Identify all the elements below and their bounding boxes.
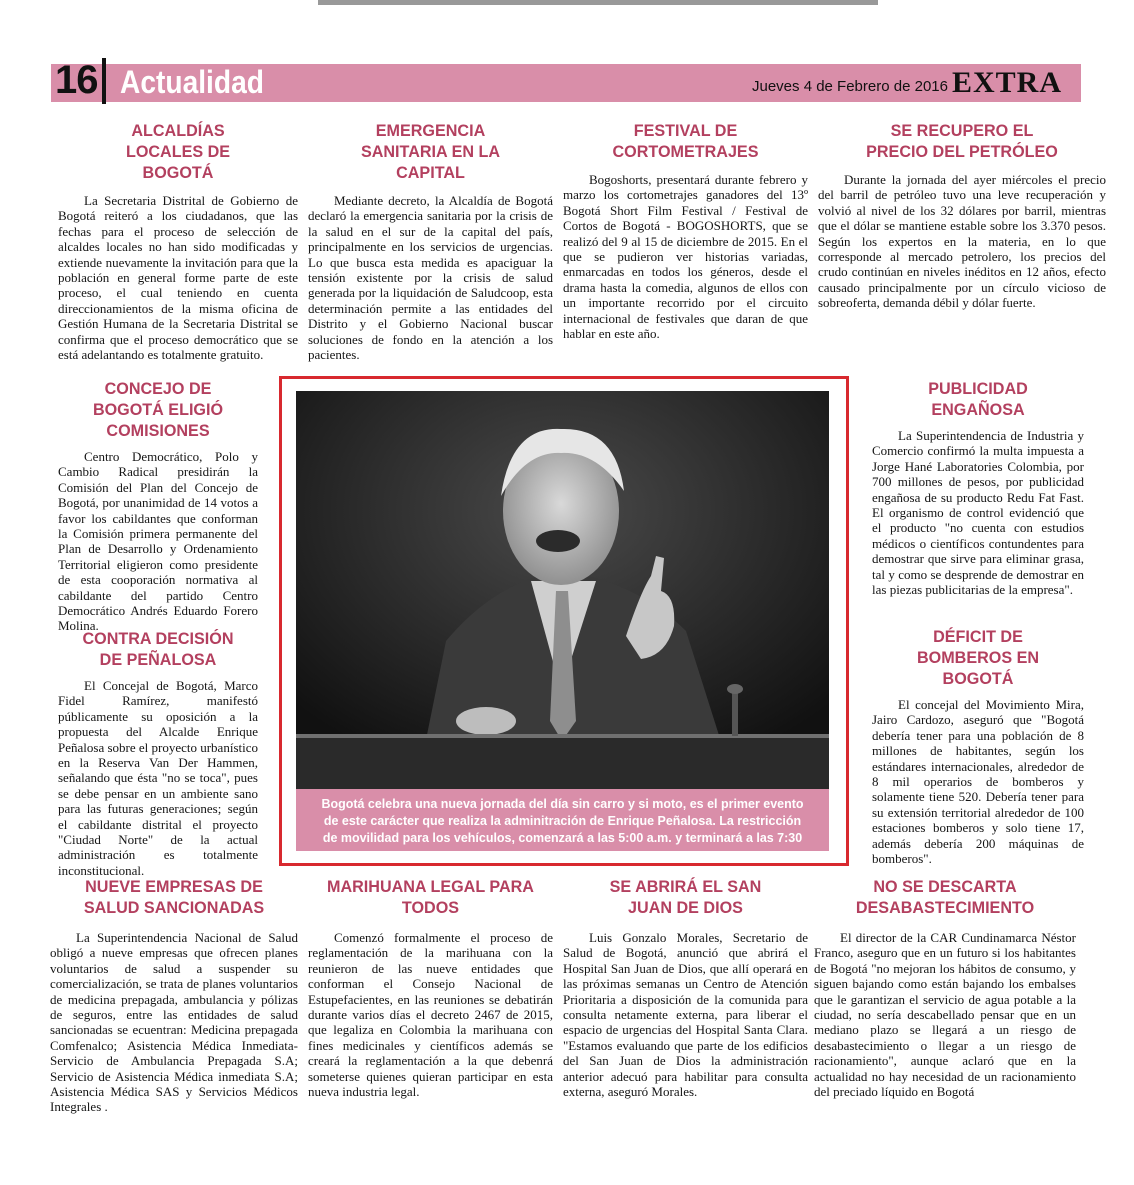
- article-body: La Superintendencia de Industria y Comercio confirmó la multa impuesta a Jorge Hané Laboratories Colombia, por 700 millones de pesos, por publicidad engañosa de su producto Redu Fat Fast. El organismo de control evidenció que el producto "no cuenta con estudios médicos o científicos contundentes para demostrar que sirve para eliminar grasa, tal y como se desprende de demostrar en las piezas publicitarias de la empresa".: [872, 428, 1084, 598]
- article-headline: EMERGENCIA SANITARIA EN LA CAPITAL: [360, 121, 501, 182]
- article-headline: ALCALDÍAS LOCALES DE BOGOTÁ: [125, 121, 231, 182]
- article-body: Mediante decreto, la Alcaldía de Bogotá declaró la emergencia sanitaria por la crisis de la salud en el sur de la capital del país, principalmente en los servicios de urgencias. Lo que busca esta medida es apaciguar la tensión existente por la crisis de salud generada por la liquidación de Saludcoop, esta determinación permite a las entidades del Distrito y el Gobierno Nacional buscar soluciones de fondo en la atención a los pacientes.: [308, 193, 553, 363]
- article-concejo: [58, 378, 258, 634]
- issue-date: Jueves 4 de Febrero de 2016: [752, 78, 948, 95]
- article-headline: DÉFICIT DE BOMBEROS EN BOGOTÁ: [916, 627, 1040, 688]
- article-marihuana: [308, 876, 553, 1099]
- photo-caption-box: [296, 789, 829, 862]
- article-petroleo: [818, 120, 1106, 311]
- article-headline: NO SE DESCARTA DESABASTECIMIENTO: [855, 877, 1035, 917]
- article-body: Durante la jornada del ayer miércoles el precio del barril de petróleo tuvo una leve recuperación y volvió al nivel de los 32 dólares por barril, mientras que el dólar se mantiene estable sobre los 3.370 pesos. Según los expertos en la materia, en lo que corresponde al mercado petrolero, los precios del crudo continúan en niveles inéditos en 12 años, efecto causado principalmente por un círculo vicioso de sobreoferta, demanda débil y dólar fuerte.: [818, 172, 1106, 311]
- article-headline: CONCEJO DE BOGOTÁ ELIGIÓ COMISIONES: [92, 379, 224, 440]
- article-contra: [58, 628, 258, 878]
- top-edge-strip: [318, 0, 878, 5]
- article-emergencia: [308, 120, 553, 362]
- article-body: Comenzó formalmente el proceso de reglamentación de la marihuana con la reunieron de las nueve entidades que conforman el Consejo Nacional de Estupefacientes, en las reuniones se debatirán durante varios días el decreto 2467 de 2015, que legaliza en Colombia la marihuana con fines medicinales y científicos además se creará la reglamentación a la que debenrá someterse quienes quieran participar en esta nueva industria legal.: [308, 930, 553, 1100]
- newspaper-logo: EXTRA: [952, 66, 1063, 99]
- article-bomberos: [872, 626, 1084, 866]
- article-headline: SE RECUPERO EL PRECIO DEL PETRÓLEO: [866, 121, 1058, 161]
- section-title: Actualidad: [120, 64, 264, 100]
- article-san-juan: [563, 876, 808, 1099]
- article-headline: NUEVE EMPRESAS DE SALUD SANCIONADAS: [83, 877, 265, 917]
- article-body: Bogoshorts, presentará durante febrero y marzo los cortometrajes ganadores del 13º Bogotá Short Film Festival / Festival de Cortos de Bogotá - BOGOSHORTS, que se realizó del 9 al 15 de diciembre de 2015. En el que se pudieron ver historias variadas, enmarcadas en todos los géneros, desde el drama hasta la comedia, algunos de ellos con un importante recorrido por el circuito internacional de festivales que daran de que hablar en este año.: [563, 172, 808, 342]
- article-body: El concejal del Movimiento Mira, Jairo Cardozo, aseguró que "Bogotá debería tener para una población de 8 millones de habitantes, según los estándares internacionales, alrededor de 8 mil operarios de bomberos y solamente tiene 520. Debería tener para su extensión territorial alrededor de 100 estaciones bomberos y solo tiene 17, además debería 200 máquinas de bomberos".: [872, 697, 1084, 867]
- photo-caption: Bogotá celebra una nueva jornada del día sin carro y si moto, es el primer evento de este carácter que realiza la adminitración de Enrique Peñalosa. La restricción de movilidad para los vehículos, comenzará a las 5:00 a.m. y terminará a las 7:30 p.m.: [321, 796, 804, 862]
- article-body: La Secretaria Distrital de Gobierno de Bogotá reiteró a los ciudadanos, que las fechas para el proceso de selección de alcaldes locales no han sido modificadas y extiende nuevamente la invitación para que la población en general forme parte de este proceso, el cual teniendo en cuenta direccionamientos de la misma oficina de Gestión Humana de la Secretaria Distrital se confirma que el proceso democrático que se está adelantando es totalmente gratuito.: [58, 193, 298, 363]
- article-alcaldias: [58, 120, 298, 362]
- article-body: El Concejal de Bogotá, Marco Fidel Ramírez, manifestó públicamente su oposición a la propuesta del Alcalde Enrique Peñalosa sobre el proyecto urbanístico en la Reserva Van Der Hammen, señalando que ésta "no se toca", pues se debe pensar en un ambiente sano para las futuras generaciones; según el cabildante distrital el proyecto "Ciudad Norte" de la actual administración es totalmente inconstitucional.: [58, 678, 258, 878]
- article-body: Centro Democrático, Polo y Cambio Radical presidirán la Comisión del Plan del Concejo de Bogotá, por unanimidad de 14 votos a favor los cabildantes que conforman la Comisión primera permanente del Plan de Desarrollo y Ordenamiento Territorial eligieron como presidente de esta cooporación normativa al cabildante del partido Centro Democrático Andrés Eduardo Forero Molina.: [58, 449, 258, 634]
- article-headline: PUBLICIDAD ENGAÑOSA: [928, 379, 1028, 419]
- article-body: El director de la CAR Cundinamarca Néstor Franco, aseguro que en un futuro si los habitantes de Bogotá "no mejoran los hábitos de consumo, y siguen bajando como están bajando los embalses que le garantizan el servicio de agua potable a la ciudad, no sería descabellado pensar que en un mediano plazo se llegará a un riesgo de desabastecimiento o llegar a un riesgo de racionamiento", aunque aclaró que en la actualidad no hay necesidad de un racionamiento del preciado líquido en Bogotá: [814, 930, 1076, 1100]
- speaker-photo: [296, 391, 829, 789]
- article-desabastecimiento: [814, 876, 1076, 1099]
- header-divider: [102, 58, 106, 104]
- article-publicidad: [872, 378, 1084, 597]
- article-nueve-empresas: [50, 876, 298, 1115]
- article-headline: MARIHUANA LEGAL PARA TODOS: [327, 877, 534, 917]
- page-number: 16: [55, 58, 98, 102]
- article-headline: CONTRA DECISIÓN DE PEÑALOSA: [82, 629, 234, 669]
- article-headline: SE ABRIRÁ EL SAN JUAN DE DIOS: [609, 877, 762, 917]
- article-festival: [563, 120, 808, 341]
- article-headline: FESTIVAL DE CORTOMETRAJES: [612, 121, 759, 161]
- photo-frame: [279, 376, 849, 866]
- article-body: Luis Gonzalo Morales, Secretario de Salud de Bogotá, anunció que abrirá el Hospital San Juan de Dios, que allí operará en las próximas semanas un Centro de Atención Prioritaria a disposición de la comunida para consulta netamente externa, para liberar el espacio de urgencias del Hospital Santa Clara. "Estamos evaluando que parte de los edificios del San Juan de Dios la administración anterior adecuó para habilitar para consulta externa, aseguró Morales.: [563, 930, 808, 1100]
- article-body: La Superintendencia Nacional de Salud obligó a nueve empresas que ofrecen planes voluntarios de salud a suspender su comercialización, se trata de planes voluntarios de medicina prepagada, ambulancia y pólizas de seguros, entre las entidades de salud sancionadas se ecuentran: Medicina prepagada Comfenalco; Asistencia Médica Inmediata-Servicio de Ambulancia Prepagada S.A; Servicio de Asistencia Médica inmediata S.A; Asistencia Médica SAS y Servicios Médicos Integrales .: [50, 930, 298, 1115]
